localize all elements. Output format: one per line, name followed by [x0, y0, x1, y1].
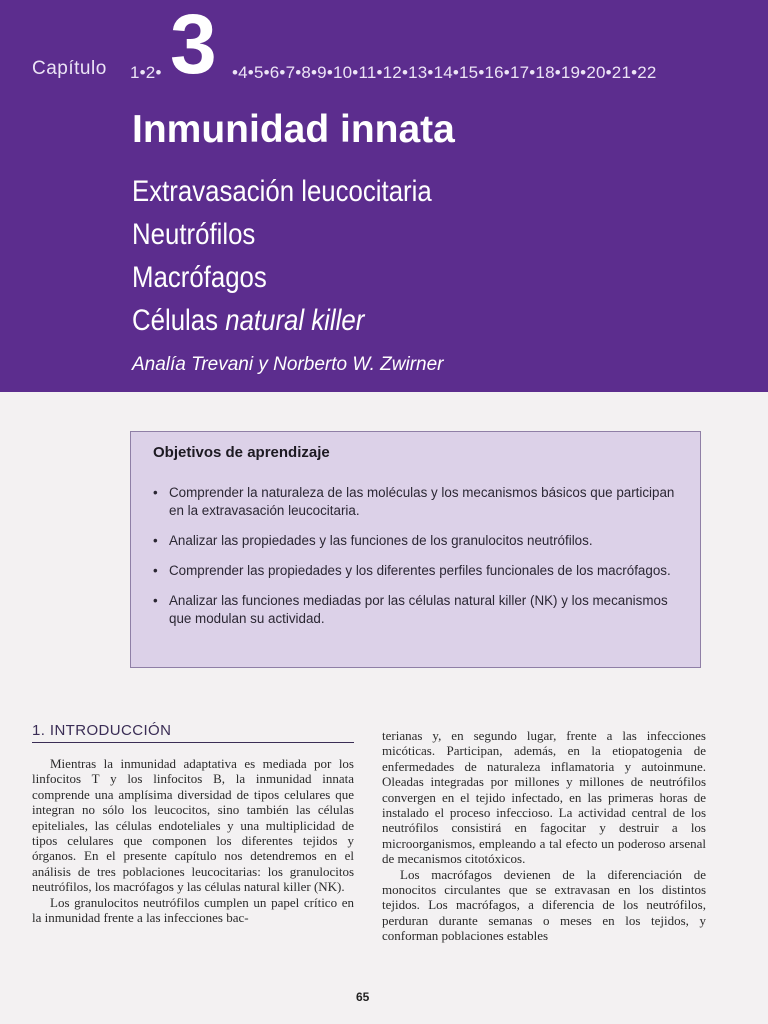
page-number: 65	[356, 990, 370, 1004]
objective-item: • Analizar las funciones mediadas por las células natural killer (NK) y los mecanismos que modulan su actividad.	[153, 592, 683, 628]
objectives-title: Objetivos de aprendizaje	[153, 444, 330, 461]
body-column-left	[32, 756, 354, 925]
chapter-title: Inmunidad innata	[132, 108, 455, 151]
paragraph: Mientras la inmunidad adaptativa es mediada por los linfocitos T y los linfocitos B, la inmunidad innata comprende una amplísima diversidad de tipos celulares que integran no sólo los leucocitos, sino también las células epiteliales, las células endoteliales y una multiplicidad de tipos celulares que componen los diferentes tejidos y órganos. En el presente capítulo nos detendremos en el análisis de tres poblaciones leucocitarias: los granulocitos neutrófilos, los macrófagos y las células natural killer (NK).	[32, 756, 354, 895]
chapter-header	[0, 0, 768, 392]
objectives-list	[153, 484, 683, 640]
section-heading: 1. INTRODUCCIÓN	[32, 722, 354, 743]
subtitle-extravasation: Extravasación leucocitaria	[132, 175, 432, 208]
subtitle-neutrophils: Neutrófilos	[132, 218, 256, 251]
objective-item: • Comprender las propiedades y los diferentes perfiles funcionales de los macrófagos.	[153, 562, 683, 580]
learning-objectives-box	[130, 431, 701, 668]
body-column-right	[382, 728, 706, 944]
chapter-numbers-before: 1•2•	[130, 63, 162, 82]
paragraph: Los macrófagos devienen de la diferenciación de monocitos circulantes que se extravasan en los distintos tejidos. Los macrófagos, a diferencia de los neutrófilos, perduran durante semanas o meses en los tejidos, y conforman poblaciones estables	[382, 866, 706, 944]
chapter-numbers-after: •4•5•6•7•8•9•10•11•12•13•14•15•16•17•18•19•20•21•22	[232, 63, 657, 82]
chapter-label: Capítulo	[32, 58, 107, 79]
objective-item: • Comprender la naturaleza de las moléculas y los mecanismos básicos que participan en la extravasación leucocitaria.	[153, 484, 683, 520]
subtitle-macrophages: Macrófagos	[132, 261, 267, 294]
authors: Analía Trevani y Norberto W. Zwirner	[132, 354, 444, 375]
subtitle-nk-italic: natural killer	[225, 304, 365, 337]
paragraph: terianas y, en segundo lugar, frente a las infecciones micóticas. Participan, además, en la etiopatogenia de enfermedades de naturaleza inflamatoria y autoinmune. Oleadas integradas por millones y millones de neutrófilos convergen en el tejido infectado, en las primeras horas de instalado el proceso infeccioso. La actividad central de los neutrófilos consistirá en fagocitar y destruir a los microorganismos, empleando a tal efecto un poderoso arsenal de mecanismos citotóxicos.	[382, 728, 706, 867]
objective-item: • Analizar las propiedades y las funciones de los granulocitos neutrófilos.	[153, 532, 683, 550]
subtitle-nk-cells	[132, 299, 432, 342]
chapter-subtitles	[132, 170, 481, 342]
current-chapter-number: 3	[170, 0, 217, 91]
subtitle-nk-prefix: Células	[132, 304, 219, 337]
paragraph: Los granulocitos neutrófilos cumplen un papel crítico en la inmunidad frente a las infecciones bac-	[32, 894, 354, 926]
